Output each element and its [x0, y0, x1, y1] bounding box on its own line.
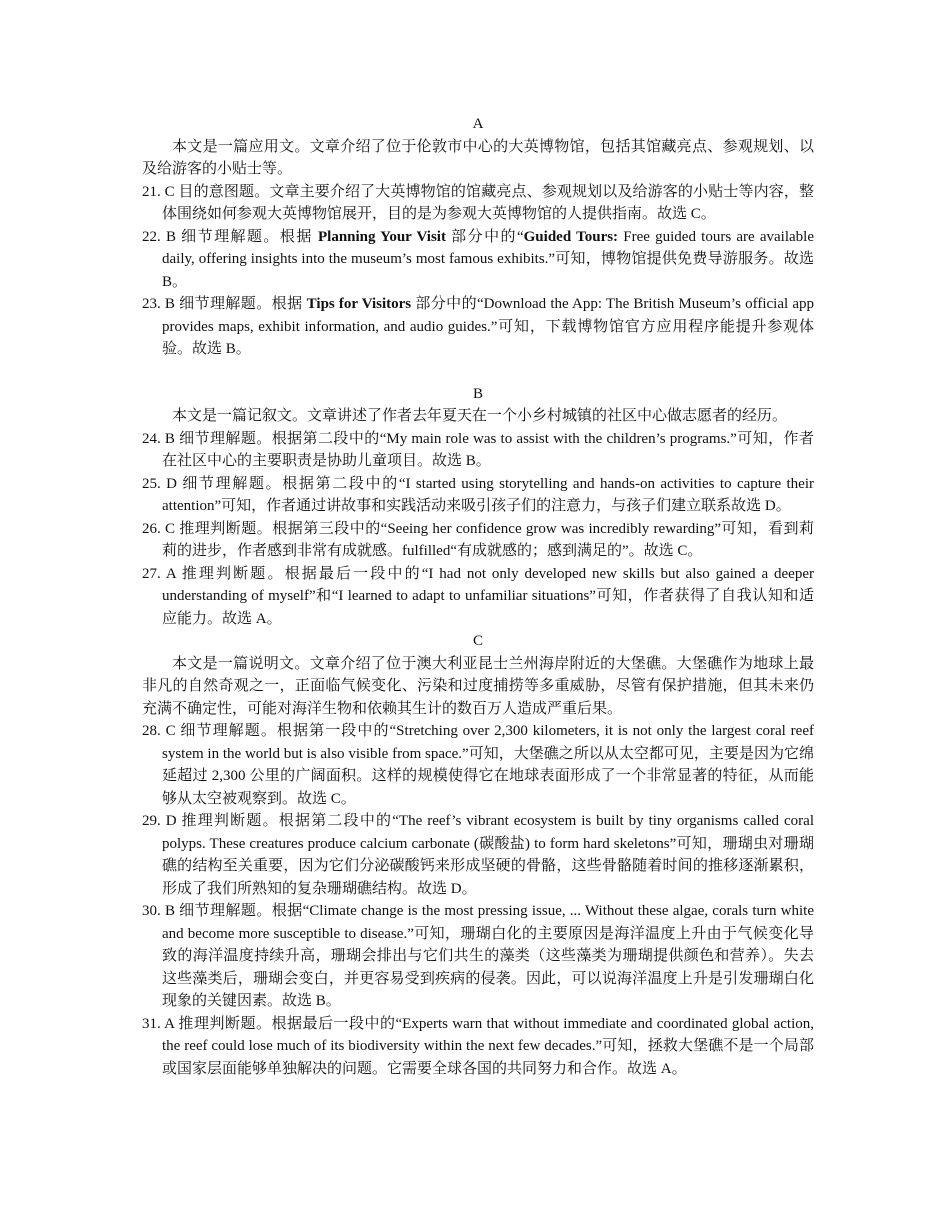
question-22-post: Free guided tours are available daily, offering insights into the museum’s most famous exhibits.”可知，博物馆提供免费导游服务。故选 B。: [162, 228, 814, 290]
question-22-bold-label: Guided Tours:: [523, 228, 619, 245]
question-30: 30. B 细节理解题。根据“Climate change is the most pressing issue, ... Without these algae, corals turn white and become more susceptible to disease.”可知，珊瑚白化的主要原因是海洋温度上升由于气候变化导致的海洋温度持续升高，珊瑚会排出与它们共生的藻类（这些藻类为珊瑚提供颜色和营养）。失去这些藻类后，珊瑚会变白，并更容易受到疾病的侵袭。因此，可以说海洋温度上升是引发珊瑚白化现象的关键因素。故选 B。: [142, 903, 814, 1009]
section-a-intro: 本文是一篇应用文。文章介绍了位于伦敦市中心的大英博物馆，包括其馆藏亮点、参观规划、以及给游客的小贴士等。: [142, 138, 814, 177]
section-c-heading: C: [472, 633, 483, 649]
answer-key-page: [142, 113, 814, 1080]
section-c-intro: 本文是一篇说明文。文章介绍了位于澳大利亚昆士兰州海岸附近的大堡礁。大堡礁作为地球上最非凡的自然奇观之一，正面临气候变化、污染和过度捕捞等多重威胁，尽管有保护措施，但其未来仍充满不确定性，可能对海洋生物和依赖其生计的数百万人造成严重后果。: [142, 655, 814, 717]
question-23-pre: 23. B 细节理解题。根据: [142, 296, 307, 312]
section-b-intro: 本文是一篇记叙文。文章讲述了作者去年夏天在一个小乡村城镇的社区中心做志愿者的经历。: [172, 408, 788, 424]
question-27: 27. A 推理判断题。根据最后一段中的“I had not only developed new skills but also gained a deeper understanding of myself”和“I learned to adapt to unfamiliar situations”可知，作者获得了自我认知和适应能力。故选 A。: [142, 565, 814, 627]
question-23-bold-section: Tips for Visitors: [306, 296, 412, 312]
section-b-heading: B: [472, 385, 483, 402]
question-21: 21. C 目的意图题。文章主要介绍了大英博物馆的馆藏亮点、参观规划以及给游客的小贴士等内容，整体围绕如何参观大英博物馆展开，目的是为参观大英博物馆的人提供指南。故选 C。: [142, 183, 814, 222]
question-26: 26. C 推理判断题。根据第三段中的“Seeing her confidence grow was incredibly rewarding”可知，看到莉莉的进步，作者感到非常有成就感。fulfilled“有成就感的；感到满足的”。故选 C。: [142, 520, 814, 559]
question-22: [142, 226, 814, 294]
question-24: 24. B 细节理解题。根据第二段中的“My main role was to assist with the children’s programs.”可知，作者在社区中心的主要职责是协助儿童项目。故选 B。: [142, 430, 814, 469]
question-28: 28. C 细节理解题。根据第一段中的“Stretching over 2,300 kilometers, it is not only the largest coral reef system in the world but is also visible from space.”可知，大堡礁之所以从太空都可见，主要是因为它绵延超过 2,300 公里的广阔面积。这样的规模使得它在地球表面形成了一个非常显著的特征，从而能够从太空被观察到。故选 C。: [142, 723, 814, 807]
question-31: 31. A 推理判断题。根据最后一段中的“Experts warn that without immediate and coordinated global action, the reef could lose much of its biodiversity within the next few decades.”可知，拯救大堡礁不是一个局部或国家层面能够单独解决的问题。它需要全球各国的共同努力和合作。故选 A。: [142, 1015, 814, 1077]
question-22-mid: 部分中的“: [445, 228, 524, 245]
spacer: [142, 361, 814, 383]
question-22-pre: 22. B 细节理解题。根据: [142, 228, 318, 245]
question-23: [142, 293, 814, 361]
section-a-heading: A: [472, 116, 484, 132]
question-25: 25. D 细节理解题。根据第二段中的“I started using storytelling and hands-on activities to capture their attention”可知，作者通过讲故事和实践活动来吸引孩子们的注意力，与孩子们建立联系故选 D。: [142, 475, 814, 514]
question-29: 29. D 推理判断题。根据第二段中的“The reef’s vibrant ecosystem is built by tiny organisms called coral polyps. These creatures produce calcium carbonate (碳酸盐) to form hard skeletons”可知，珊瑚虫对珊瑚礁的结构至关重要，因为它们分泌碳酸钙来形成坚硬的骨骼，这些骨骼随着时间的推移逐渐累积，形成了我们所熟知的复杂珊瑚礁结构。故选 D。: [142, 813, 814, 897]
question-22-bold-section: Planning Your Visit: [318, 228, 446, 245]
question-23-post: 部分中的“Download the App: The British Museum’s official app provides maps, exhibit information, and audio guides.”可知，下载博物馆官方应用程序能提升参观体验。故选 B。: [162, 296, 814, 357]
